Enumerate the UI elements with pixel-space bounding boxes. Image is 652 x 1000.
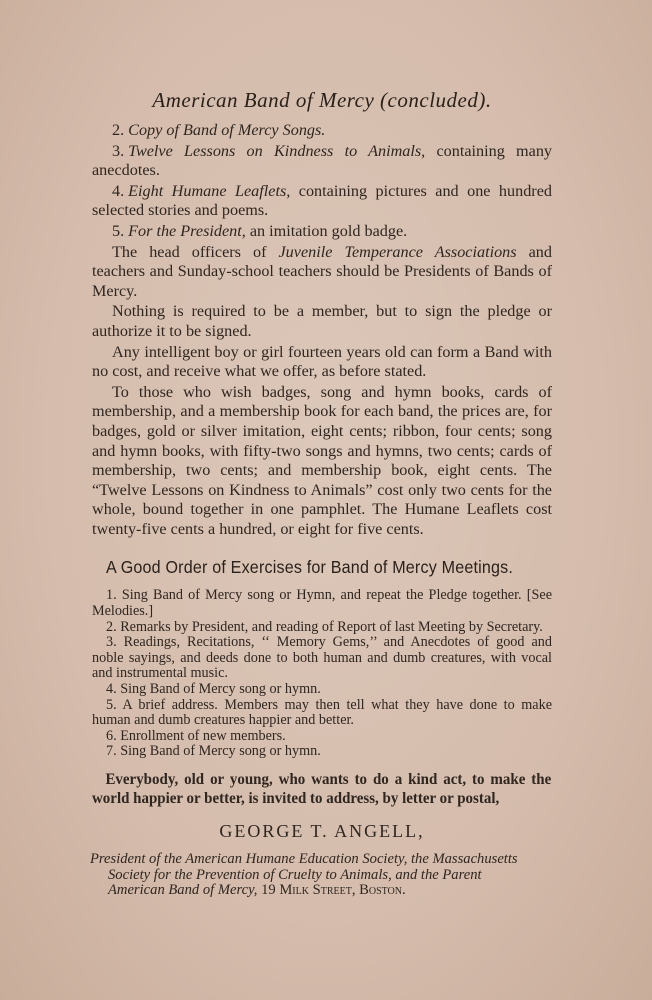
order-item: 5. A brief address. Members may then tell what they have done to make human and dumb creatures happier and better. xyxy=(92,696,552,729)
signature-name: GEORGE T. ANGELL, xyxy=(219,820,425,841)
order-item: 3. Readings, Recitations, ‘‘ Memory Gems,’’ and Anecdotes of good and noble sayings, and deeds done to both human and dumb creatures, with vocal and instrumental music. xyxy=(92,634,552,682)
item-title: Twelve Lessons on Kindness to Animals, xyxy=(128,141,426,160)
list-item xyxy=(92,121,552,141)
italic-span: Juvenile Temperance Associations xyxy=(278,242,517,261)
credit-block xyxy=(92,852,552,899)
list-item xyxy=(92,182,552,221)
credit-line xyxy=(92,883,552,899)
item-number: 4. xyxy=(112,181,125,200)
order-item: 6. Enrollment of new members. xyxy=(106,727,286,744)
list-item xyxy=(92,222,552,242)
text-span: and teachers and Sunday-school teachers should be Presidents of Bands of Mercy. xyxy=(92,242,552,300)
page-content xyxy=(92,88,552,899)
paragraph-prices: To those who wish badges, song and hymn books, cards of membership, and a membership book for each band, the prices are, for badges, gold or silver imitation, eight cents; ribbon, four cents; song and hymn books, with fifty-two songs and hymns, two cents; cards of membership, two cents; and membership book, eight cents. The “Twelve Lessons on Kindness to Animals” cost only two cents for the whole, bound together in one pamphlet. The Humane Leaflets cost twenty-five cents a hundred, or eight for five cents. xyxy=(92,382,552,538)
page-title: American Band of Mercy (concluded). xyxy=(152,88,492,112)
item-number: 5. xyxy=(112,221,125,240)
item-text: containing many anecdotes. xyxy=(92,141,553,180)
item-number: 2. xyxy=(112,121,125,139)
order-item: 1. Sing Band of Mercy song or Hymn, and repeat the Pledge together. [See Melodies.] xyxy=(92,587,552,620)
item-title: Eight Humane Leaflets, xyxy=(128,181,291,200)
section-heading: A Good Order of Exercises for Band of Mercy Meetings. xyxy=(106,557,514,578)
item-text: containing pictures and one hundred selected stories and poems. xyxy=(92,181,552,220)
text-span: The head officers of xyxy=(112,242,279,261)
paragraph-membership: Nothing is required to be a member, but to sign the pledge or authorize it to be signed. xyxy=(92,302,552,340)
order-item: 2. Remarks by President, and reading of Report of last Meeting by Secretary. xyxy=(106,618,543,635)
invitation-paragraph: Everybody, old or young, who wants to do a kind act, to make the world happier or better, is invited to address, by letter or postal, xyxy=(92,771,552,808)
item-text: an imitation gold badge. xyxy=(245,221,408,240)
paragraph-form-band: Any intelligent boy or girl fourteen years old can form a Band with no cost, and receive what we offer, as before stated. xyxy=(92,342,552,381)
list-item xyxy=(92,142,552,181)
address: 19 Milk Street, Boston. xyxy=(257,882,406,899)
order-item: 7. Sing Band of Mercy song or hymn. xyxy=(106,743,321,760)
order-item: 4. Sing Band of Mercy song or hymn. xyxy=(106,681,321,698)
credit-line: Society for the Prevention of Cruelty to Animals, and the Parent xyxy=(108,866,482,883)
item-title: For the President, xyxy=(128,221,246,240)
paragraph-head-officers xyxy=(92,243,552,302)
item-number: 3. xyxy=(112,141,125,160)
body-text xyxy=(92,121,552,539)
credit-line: President of the American Humane Education Society, the Massachusetts xyxy=(90,850,518,867)
item-title: Copy of Band of Mercy Songs. xyxy=(128,121,326,139)
order-of-exercises xyxy=(92,588,552,760)
credit-italic: American Band of Mercy, xyxy=(108,882,258,899)
